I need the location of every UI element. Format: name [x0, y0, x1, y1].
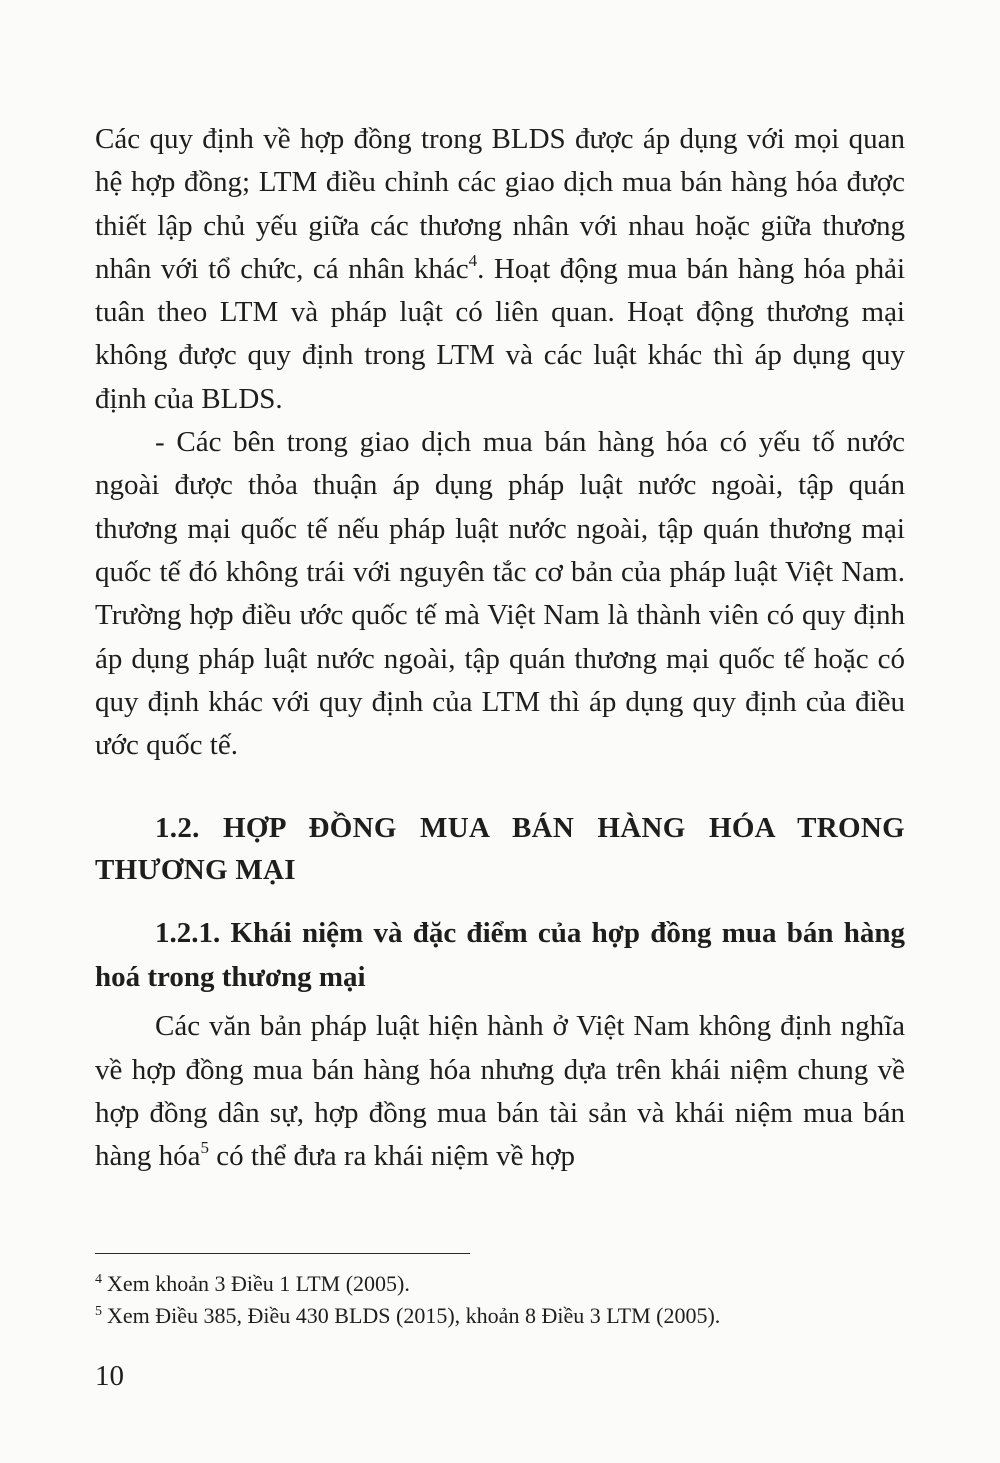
footnote-4 — [95, 1268, 905, 1300]
page-number: 10 — [95, 1360, 124, 1392]
footnote-text: Xem Điều 385, Điều 430 BLDS (2015), khoản 8 Điều 3 LTM (2005). — [107, 1303, 721, 1328]
paragraph-foreign-element: - Các bên trong giao dịch mua bán hàng hóa có yếu tố nước ngoài được thỏa thuận áp dụng pháp luật nước ngoài, tập quán thương mại quốc tế nếu pháp luật nước ngoài, tập quán thương mại quốc tế đó không trái với nguyên tắc cơ bản của pháp luật Việt Nam. Trường hợp điều ước quốc tế mà Việt Nam là thành viên có quy định áp dụng pháp luật nước ngoài, tập quán thương mại quốc tế hoặc có quy định khác với quy định của LTM thì áp dụng quy định của điều ước quốc tế. — [95, 426, 905, 762]
paragraph-text: có thể đưa ra khái niệm về hợp — [209, 1140, 576, 1173]
paragraph-text: . Hoạt động mua bán hàng hóa phải tuân theo LTM và pháp luật có liên quan. Hoạt động thương mại không được quy định trong LTM và các luật khác thì áp dụng quy định của BLDS. — [95, 252, 906, 415]
paragraph-text: Các văn bản pháp luật hiện hành ở Việt Nam không định nghĩa về hợp đồng mua bán hàng hóa nhưng dựa trên khái niệm chung về hợp đồng dân sự, hợp đồng mua bán tài sản và khái niệm mua bán hàng hóa — [95, 1010, 905, 1173]
footnote-reference-4[interactable]: 4 — [468, 250, 478, 270]
footnote-mark: 4 — [95, 1272, 102, 1287]
footnote-divider — [95, 1253, 470, 1254]
footnotes — [95, 1268, 905, 1332]
footnote-5 — [95, 1300, 905, 1332]
paragraph-contract-law-scope — [95, 118, 905, 421]
section-heading-1-2: 1.2. HỢP ĐỒNG MUA BÁN HÀNG HÓA TRONG THƯƠNG MẠI — [95, 812, 905, 887]
page-body — [95, 118, 905, 1179]
footnote-text: Xem khoản 3 Điều 1 LTM (2005). — [107, 1271, 410, 1296]
paragraph-text: Các quy định về hợp đồng trong BLDS được áp dụng với mọi quan hệ hợp đồng; LTM điều chỉnh các giao dịch mua bán hàng hóa được thiết lập chủ yếu giữa các thương nhân với nhau hoặc giữa thương nhân với tổ chức, cá nhân khác — [95, 123, 905, 285]
footnote-mark: 5 — [95, 1304, 102, 1319]
subsection-heading-1-2-1: 1.2.1. Khái niệm và đặc điểm của hợp đồng mua bán hàng hoá trong thương mại — [95, 917, 905, 994]
footnote-reference-5[interactable]: 5 — [200, 1138, 209, 1158]
paragraph-definition — [95, 1005, 905, 1178]
